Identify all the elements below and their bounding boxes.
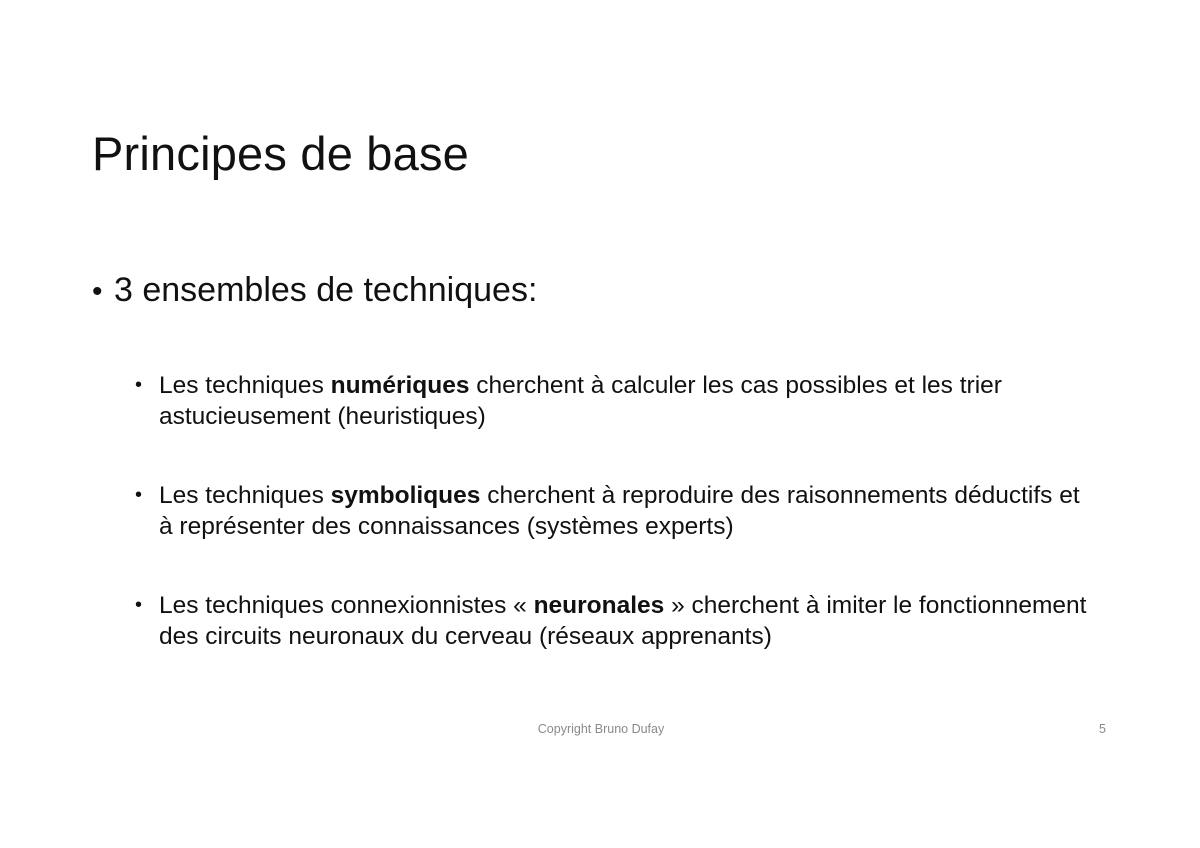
sub-bullet-text-end: cherchent à calculer les cas possibles et les trier astucieusement (heuristiques) bbox=[159, 372, 1002, 430]
sub-bullet-text-end: » cherchent à imiter le fonctionnement des circuits neuronaux du cerveau (réseaux apprenants) bbox=[159, 592, 1087, 650]
footer-copyright: Copyright Bruno Dufay bbox=[537, 722, 665, 736]
bullet-icon: • bbox=[92, 275, 103, 308]
sub-bullet-text-start: Les techniques connexionnistes « bbox=[159, 592, 534, 619]
page-number: 5 bbox=[1099, 722, 1106, 736]
bullet-icon: • bbox=[135, 594, 143, 616]
sub-bullet-text bbox=[159, 370, 1095, 432]
slide-title: Principes de base bbox=[92, 127, 470, 180]
sub-bullet-keyword: neuronales bbox=[533, 592, 665, 619]
sub-bullet-numeriques bbox=[135, 370, 1095, 432]
sub-bullet-text bbox=[159, 480, 1095, 542]
bullet-icon: • bbox=[135, 484, 143, 506]
sub-bullet-symboliques bbox=[135, 480, 1095, 542]
sub-bullet-text-end: cherchent à reproduire des raisonnements déductifs et à représenter des connaissances (systèmes experts) bbox=[159, 482, 1080, 540]
bullet-icon: • bbox=[135, 374, 143, 396]
sub-bullet-keyword: numériques bbox=[330, 372, 470, 399]
sub-bullet-text bbox=[159, 590, 1095, 652]
sub-bullet-text-start: Les techniques bbox=[159, 372, 331, 399]
main-bullet-text: 3 ensembles de techniques: bbox=[114, 271, 538, 309]
main-bullet bbox=[92, 270, 1092, 311]
sub-bullet-keyword: symboliques bbox=[330, 482, 481, 509]
sub-bullet-neuronales bbox=[135, 590, 1095, 652]
sub-bullet-text-start: Les techniques bbox=[159, 482, 331, 509]
